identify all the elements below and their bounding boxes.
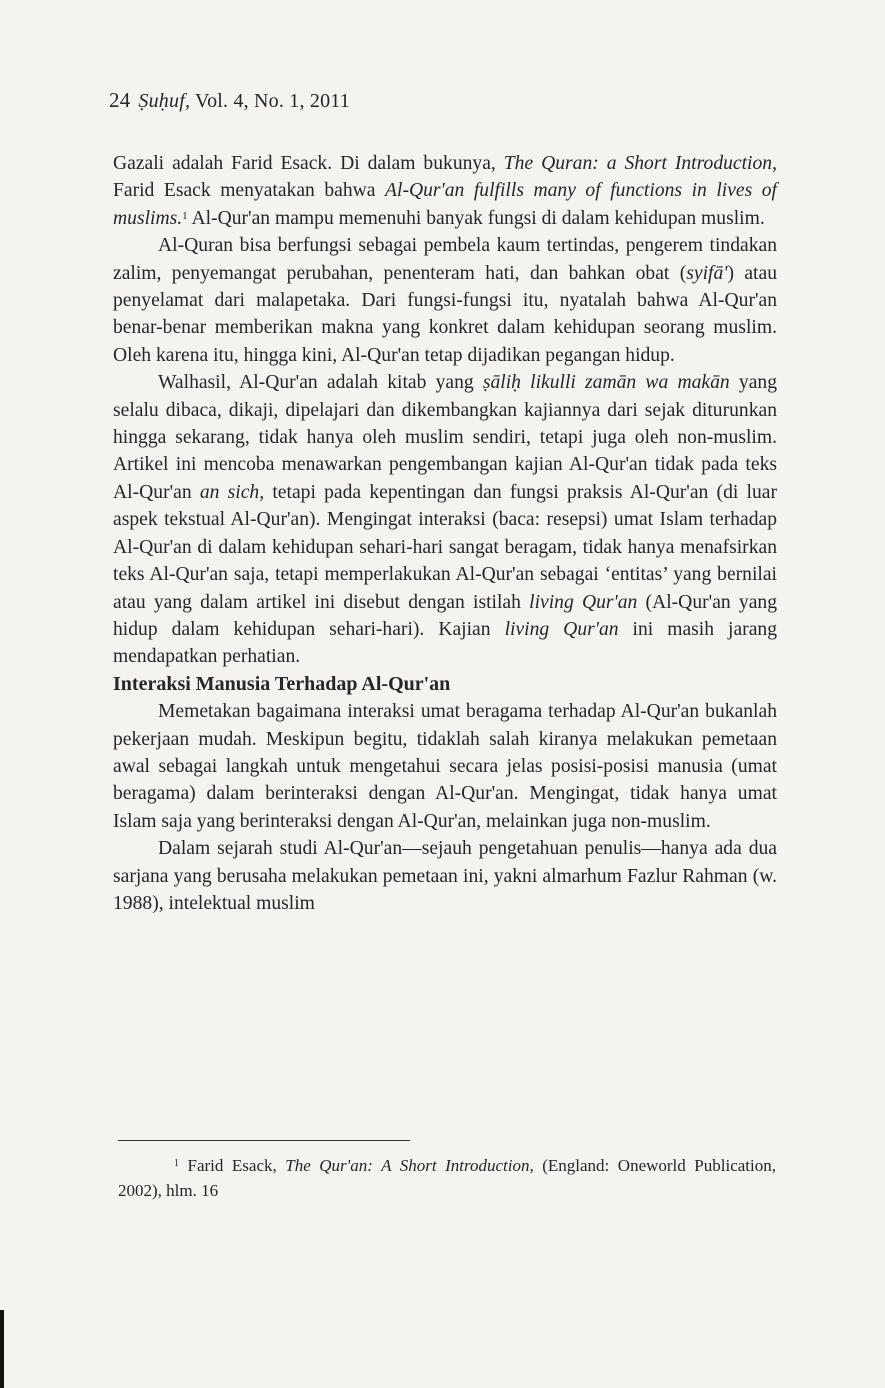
journal-volume: Vol. 4, No. 1, 2011: [195, 90, 350, 112]
text-run: Farid Esack,: [179, 1156, 286, 1175]
term-italic: an sich,: [199, 481, 265, 503]
article-body: [113, 150, 777, 917]
footnote-number: 1: [174, 1158, 179, 1169]
term-italic: living Qur'an: [504, 618, 619, 640]
text-run: yang selalu dibaca, dikaji, dipelajari dan dikembangkan kajiannya dari sejak diturunkan hingga sekarang, tidak hanya oleh muslim sendiri, tetapi juga oleh non-muslim. Artikel ini mencoba menawarkan pengembangan kajian Al-Qur'an tidak pada teks Al-Qur'an: [113, 372, 777, 503]
paragraph-5: Dalam sejarah studi Al-Qur'an—sejauh pengetahuan penulis—hanya ada dua sarjana yang berusaha melakukan pemetaan ini, yakni almarhum Fazlur Rahman (w. 1988), intelektual muslim: [113, 838, 777, 914]
footnote-divider: [118, 1140, 410, 1141]
quote-italic: Al-Qur'an fulfills many of functions in lives of muslims.: [113, 180, 777, 229]
footnote: [118, 1153, 776, 1203]
scan-edge-mark: [0, 1310, 4, 1388]
term-italic: syifā': [686, 262, 728, 284]
paragraph-3: [113, 369, 777, 670]
text-run: (Al-Qur'an yang hidup dalam kehidupan sehari-hari). Kajian: [113, 591, 777, 640]
term-italic: living Qur'an: [529, 591, 638, 613]
text-run: Farid Esack menyatakan bahwa: [113, 180, 386, 202]
text-run: ini masih jarang mendapatkan perhatian.: [113, 618, 777, 668]
text-run: ) atau penyelamat dari malapetaka. Dari fungsi-fungsi itu, nyatalah bahwa Al-Qur'an benar-benar memberikan makna yang konkret dalam kehidupan seorang muslim. Oleh karena itu, hingga kini, Al-Qur'an tetap dijadikan pegangan hidup.: [113, 262, 777, 366]
text-run: (England: Oneworld Publication, 2002), hlm. 16: [118, 1156, 776, 1200]
paragraph-2: [113, 232, 777, 369]
page-number: 24: [109, 88, 131, 112]
journal-name: Ṣuḥuf,: [138, 90, 191, 112]
text-run: Gazali adalah Farid Esack. Di dalam bukunya,: [113, 153, 504, 174]
book-title: The Qur'an: A Short Introduction,: [285, 1156, 534, 1175]
paragraph-1: [113, 150, 777, 232]
paragraph-4: Memetakan bagaimana interaksi umat beragama terhadap Al-Qur'an bukanlah pekerjaan mudah. Meskipun begitu, tidaklah salah kiranya melakukan pemetaan awal sebagai langkah untuk mengetahui secara jelas posisi-posisi manusia (umat beragama) dalam berinteraksi dengan Al-Qur'an. Mengingat, tidak hanya umat Islam saja yang berinteraksi dengan Al-Qur'an, melainkan juga non-muslim.: [113, 701, 777, 832]
section-heading: Interaksi Manusia Terhadap Al-Qur'an: [113, 672, 451, 695]
running-header: [109, 88, 350, 113]
book-title: The Quran: a Short Introduction,: [503, 153, 777, 174]
term-italic: ṣāliḥ likulli zamān wa makān: [482, 372, 730, 394]
text-run: Al-Quran bisa berfungsi sebagai pembela kaum tertindas, pengerem tindakan zalim, penyemangat perubahan, penenteram hati, dan bahkan obat (: [113, 235, 777, 284]
text-run: Walhasil, Al-Qur'an adalah kitab yang: [158, 372, 483, 394]
text-run: tetapi pada kepentingan dan fungsi praksis Al-Qur'an (di luar aspek tekstual Al-Qur'an). Mengingat interaksi (baca: resepsi) umat Islam terhadap Al-Qur'an di dalam kehidupan sehari-hari sangat beragam, tidak hanya menafsirkan teks Al-Qur'an saja, tetapi memperlakukan Al-Qur'an sebagai ‘entitas’ yang bernilai atau yang dalam artikel ini disebut dengan istilah: [113, 481, 778, 613]
footnote-ref[interactable]: 1: [182, 209, 188, 222]
text-run: Al-Qur'an mampu memenuhi banyak fungsi di dalam kehidupan muslim.: [187, 207, 765, 229]
